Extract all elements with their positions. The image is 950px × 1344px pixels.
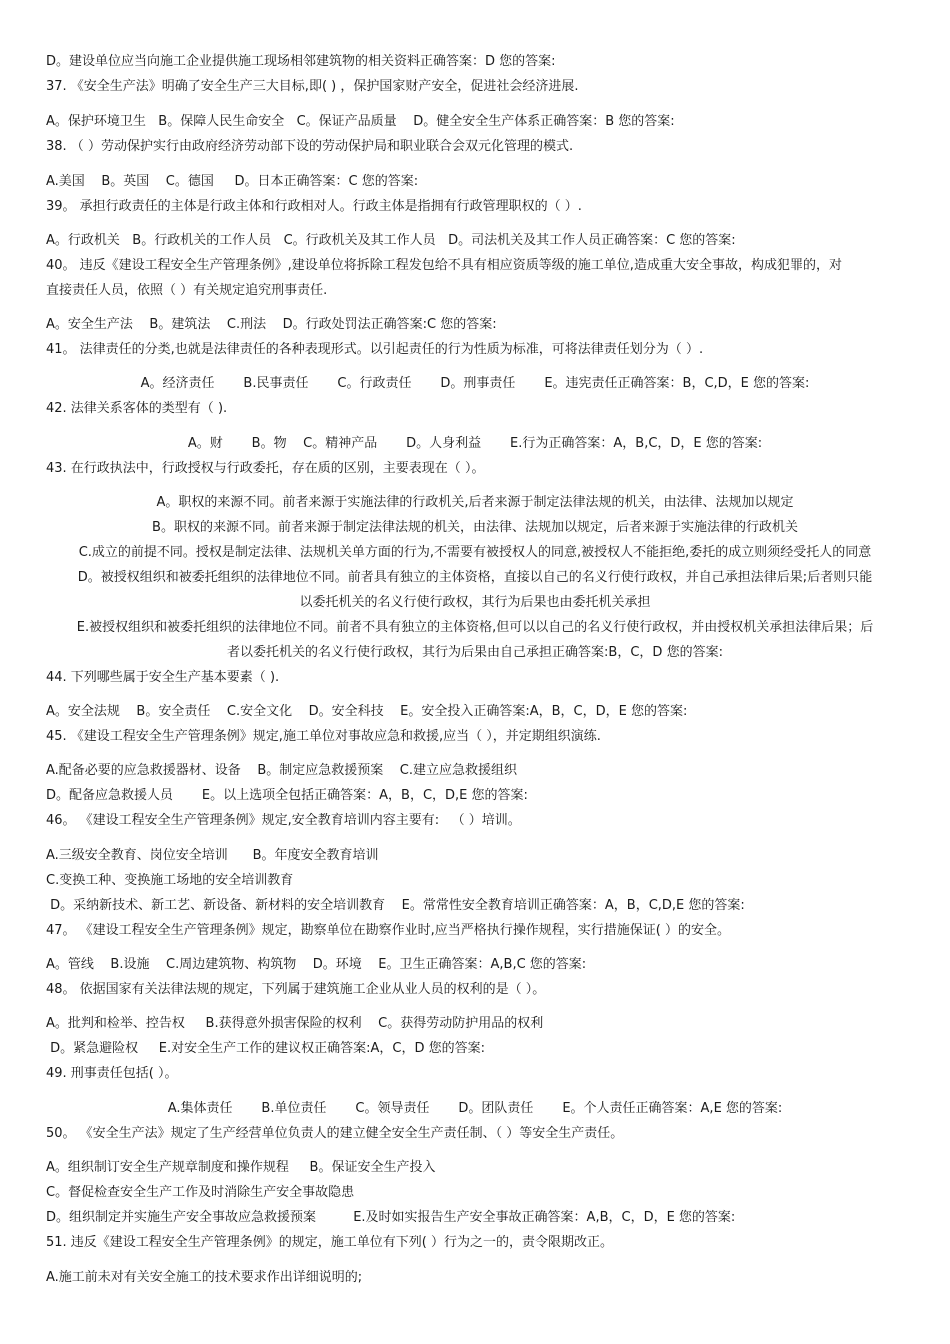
line-23: A。安全法规 B。安全责任 C.安全文化 D。安全科技 E。安全投入正确答案:A，B，C，D，E 您的答案:: [46, 704, 688, 719]
line-24: 45. 《建设工程安全生产管理条例》规定,施工单位对事故应急和救援,应当（ ），并定期组织演练.: [46, 729, 601, 744]
line-22: 44. 下列哪些属于安全生产基本要素（ ).: [46, 670, 280, 685]
line-12: 42. 法律关系客体的类型有（ ).: [46, 401, 228, 416]
line-42: 51. 违反《建设工程安全生产管理条例》的规定，施工单位有下列( ）行为之一的，责令限期改正。: [46, 1235, 614, 1250]
line-41: D。组织制定并实施生产安全事故应急救援预案 E.及时如实报告生产安全事故正确答案：A,B，C，D，E 您的答案:: [46, 1210, 736, 1225]
line-17: C.成立的前提不同。授权是制定法律、法规机关单方面的行为,不需要有被授权人的同意,被授权人不能拒绝,委托的成立则须经受托人的同意: [78, 545, 872, 560]
line-4: A.美国 B。英国 C。德国 D。日本正确答案：C 您的答案:: [46, 174, 419, 189]
line-16: B。职权的来源不同。前者来源于制定法律法规的机关，由法律、法规加以规定，后者来源于实施法律的行政机关: [152, 520, 798, 535]
line-25: A.配备必要的应急救援器材、设备 B。制定应急救援预案 C.建立应急救援组织: [46, 763, 517, 778]
line-29: C.变换工种、变换施工场地的安全培训教育: [46, 873, 294, 888]
line-8: 直接责任人员，依照（ ）有关规定追究刑事责任.: [46, 283, 328, 298]
line-27: 46。 《建设工程安全生产管理条例》规定,安全教育培训内容主要有: （ ）培训。: [46, 813, 521, 828]
line-36: 49. 刑事责任包括( ）。: [46, 1066, 178, 1081]
line-18: D。被授权组织和被委托组织的法律地位不同。前者具有独立的主体资格，直接以自己的名义行使行政权，并自己承担法律后果;后者则只能: [77, 570, 873, 585]
line-1: 37. 《安全生产法》明确了安全生产三大目标,即( ) ，保护国家财产安全，促进社会经济进展.: [46, 79, 579, 94]
line-37: A.集体责任 B.单位责任 C。领导责任 D。团队责任 E。个人责任正确答案：A,E 您的答案:: [167, 1101, 783, 1116]
line-35: D。紧急避险权 E.对安全生产工作的建议权正确答案:A，C，D 您的答案:: [46, 1041, 486, 1056]
line-33: 48。 依据国家有关法律法规的规定，下列属于建筑施工企业从业人员的权利的是（ ）。: [46, 982, 546, 997]
line-39: A。组织制订安全生产规章制度和操作规程 B。保证安全生产投入: [46, 1160, 436, 1175]
line-38: 50。 《安全生产法》规定了生产经营单位负责人的建立健全安全生产责任制、（ ）等安全生产责任。: [46, 1126, 624, 1141]
line-11: A。经济责任 B.民事责任 C。行政责任 D。刑事责任 E。违宪责任正确答案：B，C,D，E 您的答案:: [140, 376, 810, 391]
line-7: 40。 违反《建设工程安全生产管理条例》,建设单位将拆除工程发包给不具有相应资质等级的施工单位,造成重大安全事故，构成犯罪的，对: [46, 258, 842, 273]
line-14: 43. 在行政执法中，行政授权与行政委托，存在质的区别，主要表现在（ ）。: [46, 461, 485, 476]
line-6: A。行政机关 B。行政机关的工作人员 C。行政机关及其工作人员 D。司法机关及其工作人员正确答案：C 您的答案:: [46, 233, 736, 248]
line-40: C。督促检查安全生产工作及时消除生产安全事故隐患: [46, 1185, 355, 1200]
line-9: A。安全生产法 B。建筑法 C.刑法 D。行政处罚法正确答案:C 您的答案:: [46, 317, 497, 332]
line-21: 者以委托机关的名义行使行政权，其行为后果由自己承担正确答案:B，C，D 您的答案:: [227, 645, 723, 660]
line-32: A。管线 B.设施 C.周边建筑物、构筑物 D。环境 E。卫生正确答案：A,B,C 您的答案:: [46, 957, 587, 972]
line-0: D。建设单位应当向施工企业提供施工现场相邻建筑物的相关资料正确答案：D 您的答案:: [46, 54, 556, 69]
line-19: 以委托机关的名义行使行政权，其行为后果也由委托机关承担: [299, 595, 651, 610]
line-28: A.三级安全教育、岗位安全培训 B。年度安全教育培训: [46, 848, 379, 863]
line-3: 38. （ ）劳动保护实行由政府经济劳动部下设的劳动保护局和职业联合会双元化管理的模式.: [46, 139, 574, 154]
line-10: 41。 法律责任的分类,也就是法律责任的各种表现形式。以引起责任的行为性质为标准，可将法律责任划分为（ ）.: [46, 342, 704, 357]
line-15: A。职权的来源不同。前者来源于实施法律的行政机关,后者来源于制定法律法规的机关，由法律、法规加以规定: [156, 495, 794, 510]
line-31: 47。 《建设工程安全生产管理条例》规定，勘察单位在勘察作业时,应当严格执行操作规程，实行措施保证( ）的安全。: [46, 923, 731, 938]
line-2: A。保护环境卫生 B。保障人民生命安全 C。保证产品质量 D。健全安全生产体系正确答案：B 您的答案:: [46, 114, 675, 129]
line-20: E.被授权组织和被委托组织的法律地位不同。前者不具有独立的主体资格,但可以以自己的名义行使行政权，并由授权机关承担法律后果；后: [76, 620, 874, 635]
line-34: A。批判和检举、控告权 B.获得意外损害保险的权利 C。获得劳动防护用品的权利: [46, 1016, 544, 1031]
line-43: A.施工前未对有关安全施工的技术要求作出详细说明的;: [46, 1270, 363, 1285]
line-13: A。财 B。物 C。精神产品 D。人身利益 E.行为正确答案：A，B,C，D，E 您的答案:: [187, 436, 763, 451]
line-30: D。采纳新技术、新工艺、新设备、新材料的安全培训教育 E。常常性安全教育培训正确答案：A，B，C,D,E 您的答案:: [46, 898, 745, 913]
line-26: D。配备应急救援人员 E。以上选项全包括正确答案：A，B，C，D,E 您的答案:: [46, 788, 528, 803]
line-5: 39。 承担行政责任的主体是行政主体和行政相对人。行政主体是指拥有行政管理职权的（ ）.: [46, 199, 582, 214]
